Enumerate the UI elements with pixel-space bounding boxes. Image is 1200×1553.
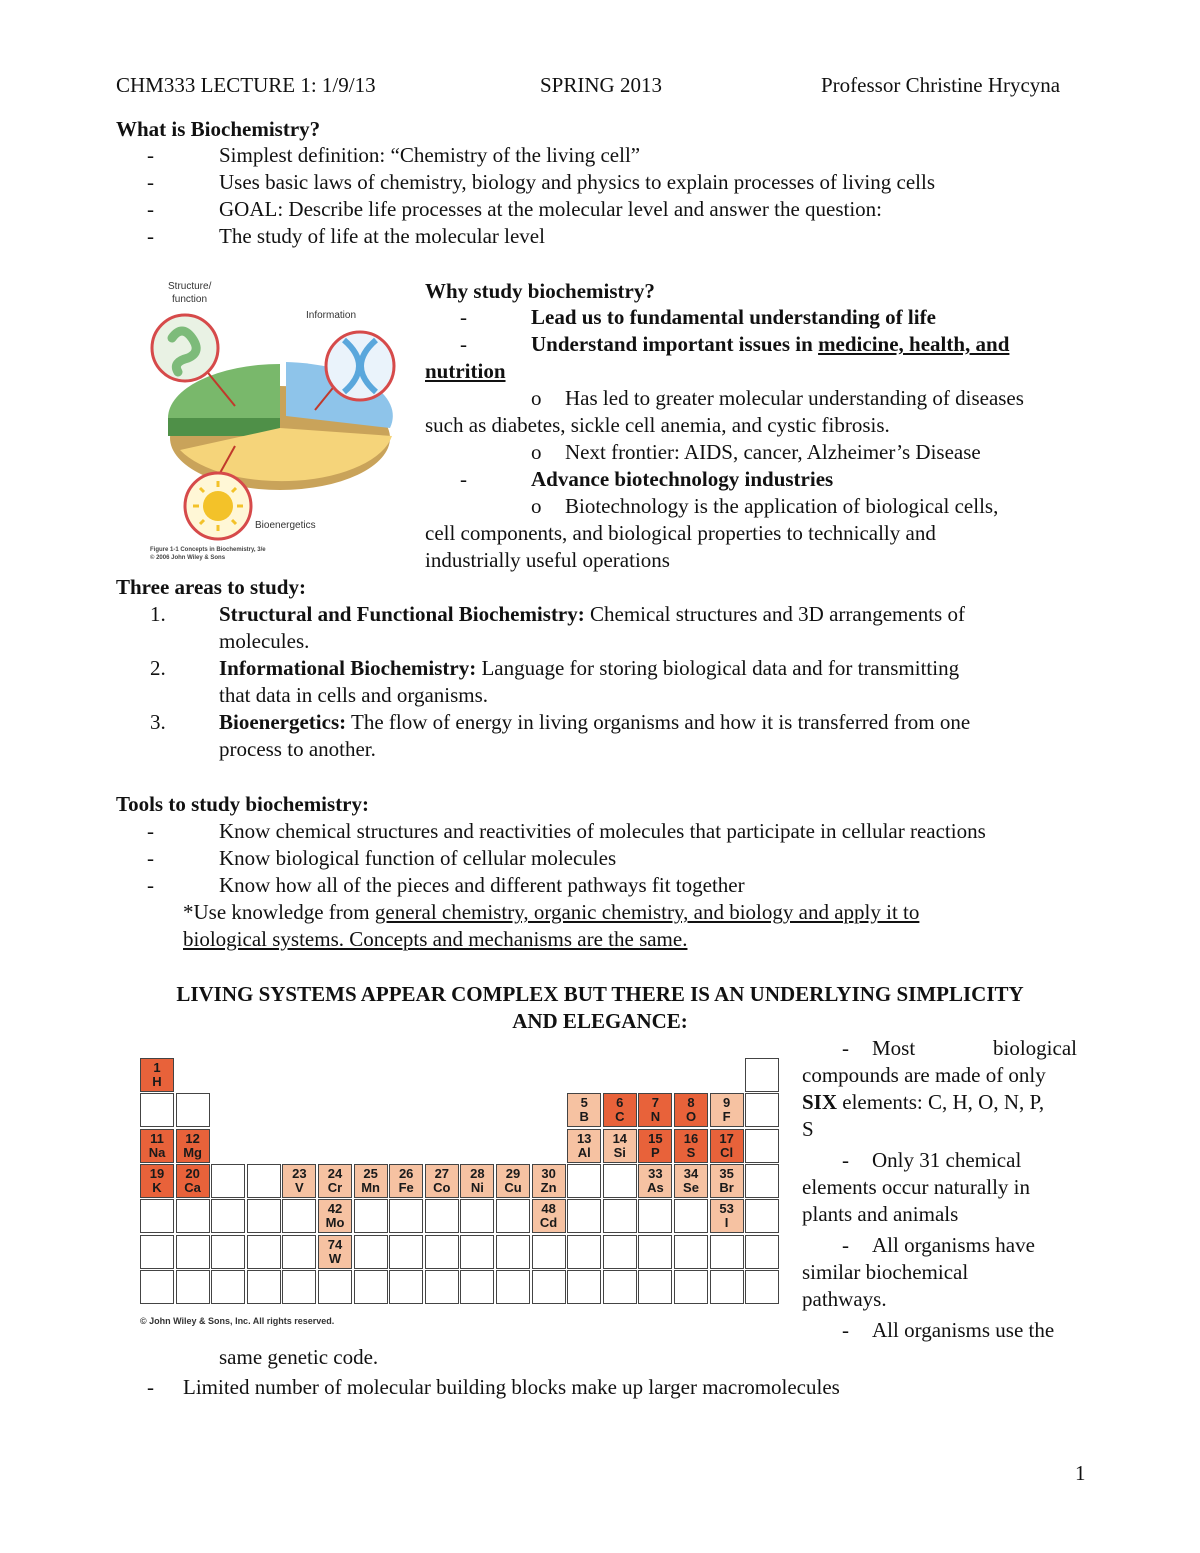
header-course: CHM333 LECTURE 1: 1/9/13 xyxy=(116,73,376,97)
list-item-continuation: that data in cells and organisms. xyxy=(219,683,489,707)
element-symbol: Si xyxy=(613,1144,626,1160)
text-span: All organisms have xyxy=(872,1233,1035,1257)
element-symbol: Cl xyxy=(720,1144,734,1160)
element-symbol: Al xyxy=(577,1144,591,1160)
periodic-table-empty-cell xyxy=(282,1235,316,1269)
text-span: similar biochemical xyxy=(802,1260,969,1284)
text-span: elements occur naturally in xyxy=(802,1175,1030,1199)
element-number: 29 xyxy=(505,1165,521,1181)
element-cell-c xyxy=(603,1093,637,1127)
element-symbol: As xyxy=(647,1179,664,1195)
periodic-table-empty-cell xyxy=(638,1270,672,1304)
periodic-table-empty-cell xyxy=(638,1235,672,1269)
bullet-dash: - xyxy=(842,1233,849,1257)
element-number: 48 xyxy=(541,1201,556,1217)
periodic-table-empty-cell xyxy=(354,1199,388,1233)
element-number: 19 xyxy=(149,1165,165,1181)
list-item: Know biological function of cellular molecules xyxy=(219,846,617,870)
element-number: 33 xyxy=(648,1165,663,1181)
element-number: 20 xyxy=(185,1165,200,1181)
periodic-table-empty-cell xyxy=(247,1270,281,1304)
periodic-table-empty-cell xyxy=(211,1235,245,1269)
text-span: All organisms use the xyxy=(872,1318,1055,1342)
element-symbol: Mo xyxy=(325,1215,345,1231)
section-why-study-title: Why study biochemistry? xyxy=(425,279,655,303)
periodic-table-empty-cell xyxy=(389,1235,423,1269)
element-number: 1 xyxy=(153,1060,161,1075)
periodic-table-empty-cell xyxy=(674,1270,708,1304)
periodic-table-empty-cell xyxy=(176,1093,210,1127)
element-cell-b xyxy=(567,1093,601,1127)
periodic-table-empty-cell xyxy=(638,1199,672,1233)
periodic-table-empty-cell xyxy=(603,1199,637,1233)
bullet-dash: - xyxy=(147,873,154,897)
element-cell-br xyxy=(710,1164,744,1198)
text-span: *Use knowledge from xyxy=(183,900,375,924)
text-span: The flow of energy in living organisms and how it is transferred from one xyxy=(346,710,971,734)
element-number: 5 xyxy=(580,1095,588,1111)
element-cell-ca xyxy=(176,1164,210,1198)
bullet-dash: - xyxy=(460,467,467,491)
element-symbol: W xyxy=(328,1250,342,1266)
periodic-table-empty-cell xyxy=(140,1199,174,1233)
element-symbol: B xyxy=(579,1109,589,1125)
periodic-table-empty-cell xyxy=(140,1270,174,1304)
element-cell-n xyxy=(638,1093,672,1127)
list-number: 3. xyxy=(150,710,166,734)
periodic-table-empty-cell xyxy=(603,1164,637,1198)
element-cell-k xyxy=(140,1164,174,1198)
list-number: 2. xyxy=(150,656,166,680)
periodic-table-empty-cell xyxy=(211,1270,245,1304)
element-symbol: Mg xyxy=(183,1144,202,1160)
element-cell-p xyxy=(638,1129,672,1163)
periodic-table-empty-cell xyxy=(460,1270,494,1304)
periodic-table-empty-cell xyxy=(460,1199,494,1233)
element-symbol: Br xyxy=(719,1179,734,1195)
bullet-dash: - xyxy=(147,224,154,248)
element-number: 17 xyxy=(719,1130,734,1146)
text-span: pathways. xyxy=(802,1287,887,1311)
periodic-table-empty-cell xyxy=(496,1199,530,1233)
element-symbol: H xyxy=(152,1074,162,1089)
list-item xyxy=(219,655,959,682)
list-item xyxy=(219,709,970,736)
element-number: 30 xyxy=(541,1165,556,1181)
periodic-table-empty-cell xyxy=(425,1199,459,1233)
bullet-circle: o xyxy=(531,440,542,464)
element-symbol: O xyxy=(685,1109,697,1125)
text-span: compounds are made of only xyxy=(802,1063,1046,1087)
bullet-dash: - xyxy=(147,846,154,870)
periodic-table-empty-cell xyxy=(745,1093,779,1127)
bullet-dash: - xyxy=(460,305,467,329)
bullet-dash: - xyxy=(842,1148,849,1172)
bullet-dash: - xyxy=(460,332,467,356)
bullet-dash: - xyxy=(147,143,154,167)
bullet-dash: - xyxy=(842,1318,849,1342)
periodic-table-empty-cell xyxy=(176,1199,210,1233)
periodic-table-empty-cell xyxy=(389,1270,423,1304)
figure-caption-2: © 2006 John Wiley & Sons xyxy=(150,555,226,561)
element-number: 16 xyxy=(683,1130,699,1146)
section-what-is-biochemistry-title: What is Biochemistry? xyxy=(116,117,321,141)
element-symbol: Ni xyxy=(470,1179,484,1195)
element-symbol: Fe xyxy=(398,1179,414,1195)
periodic-table-empty-cell xyxy=(567,1199,601,1233)
element-cell-mg xyxy=(176,1129,210,1163)
element-cell-cu xyxy=(496,1164,530,1198)
underlined-text: medicine, health, and xyxy=(818,332,1010,356)
list-item-continuation: molecules. xyxy=(219,629,310,653)
figure-label-function: function xyxy=(172,294,208,305)
element-number: 27 xyxy=(434,1165,450,1181)
element-number: 13 xyxy=(576,1130,592,1146)
periodic-table-empty-cell xyxy=(389,1199,423,1233)
periodic-table-empty-cell xyxy=(567,1235,601,1269)
figure-label-structure: Structure/ xyxy=(168,281,212,292)
element-cell-na xyxy=(140,1129,174,1163)
periodic-table-empty-cell xyxy=(496,1270,530,1304)
periodic-table-empty-cell xyxy=(425,1235,459,1269)
bold-term: Bioenergetics: xyxy=(219,710,347,734)
bullet-circle: o xyxy=(531,386,542,410)
section-living-systems-title: LIVING SYSTEMS APPEAR COMPLEX BUT THERE IS AN UNDERLYING SIMPLICITY xyxy=(176,982,1024,1006)
element-number: 9 xyxy=(722,1095,731,1111)
periodic-table-empty-cell xyxy=(603,1270,637,1304)
element-symbol: S xyxy=(686,1144,696,1160)
element-cell-si xyxy=(603,1129,637,1163)
element-number: 24 xyxy=(327,1165,343,1181)
periodic-table-empty-cell xyxy=(710,1235,744,1269)
text-span: S xyxy=(802,1117,814,1141)
element-number: 7 xyxy=(651,1095,659,1111)
bullet-dash: - xyxy=(147,819,154,843)
element-number: 14 xyxy=(612,1130,628,1146)
element-cell-cd xyxy=(532,1199,566,1233)
periodic-table-empty-cell xyxy=(710,1270,744,1304)
list-item: Lead us to fundamental understanding of life xyxy=(531,305,936,329)
bullet-dash: - xyxy=(147,170,154,194)
text-line xyxy=(802,1089,1044,1116)
note-continuation: biological systems. Concepts and mechanisms are the same. xyxy=(183,927,688,951)
note xyxy=(183,899,919,926)
sub-item: Biotechnology is the application of biological cells, xyxy=(565,494,999,518)
element-number: 28 xyxy=(470,1165,485,1181)
element-number: 6 xyxy=(616,1095,624,1111)
periodic-table-empty-cell xyxy=(247,1235,281,1269)
element-symbol: P xyxy=(651,1144,660,1160)
sub-item: Has led to greater molecular understanding of diseases xyxy=(565,386,1024,410)
list-item-continuation: process to another. xyxy=(219,737,376,761)
bold-term: Informational Biochemistry: xyxy=(219,656,477,680)
element-cell-h xyxy=(140,1058,174,1092)
bold-term: Structural and Functional Biochemistry: xyxy=(219,602,585,626)
element-symbol: F xyxy=(722,1109,731,1125)
periodic-table-empty-cell xyxy=(282,1199,316,1233)
bold-term: SIX xyxy=(802,1090,838,1114)
sub-item-continuation: cell components, and biological properties to technically and xyxy=(425,521,936,545)
element-number: 34 xyxy=(683,1165,699,1181)
list-item: The study of life at the molecular level xyxy=(219,224,545,248)
element-cell-cr xyxy=(318,1164,352,1198)
list-item: Uses basic laws of chemistry, biology and physics to explain processes of living cells xyxy=(219,170,935,194)
sub-item-continuation: industrially useful operations xyxy=(425,548,670,572)
element-symbol: C xyxy=(615,1109,625,1125)
element-symbol: Cd xyxy=(539,1215,558,1231)
element-number: 26 xyxy=(398,1165,414,1181)
element-symbol: Cr xyxy=(327,1179,343,1195)
element-number: 23 xyxy=(292,1165,307,1181)
element-cell-cl xyxy=(710,1129,744,1163)
figure-label-information: Information xyxy=(306,310,357,321)
periodic-table-empty-cell xyxy=(140,1235,174,1269)
section-three-areas-title: Three areas to study: xyxy=(116,575,306,599)
element-number: 15 xyxy=(648,1130,663,1146)
periodic-table-empty-cell xyxy=(425,1270,459,1304)
figure-caption-1: Figure 1-1 Concepts in Biochemistry, 3/e xyxy=(150,547,266,553)
figure-label-bioenergetics: Bioenergetics xyxy=(255,520,316,531)
periodic-table-empty-cell xyxy=(745,1129,779,1163)
list-item xyxy=(531,331,1009,358)
element-cell-v xyxy=(282,1164,316,1198)
periodic-table xyxy=(140,1058,782,1312)
periodic-table-empty-cell xyxy=(140,1093,174,1127)
element-cell-o xyxy=(674,1093,708,1127)
element-number: 12 xyxy=(185,1130,200,1146)
element-cell-as xyxy=(638,1164,672,1198)
element-symbol: Ca xyxy=(184,1179,201,1195)
periodic-table-empty-cell xyxy=(674,1199,708,1233)
text-span: Chemical structures and 3D arrangements of xyxy=(584,602,965,626)
element-cell-se xyxy=(674,1164,708,1198)
element-cell-w xyxy=(318,1235,352,1269)
sub-item-continuation: such as diabetes, sickle cell anemia, and cystic fibrosis. xyxy=(425,413,890,437)
periodic-table-empty-cell xyxy=(745,1164,779,1198)
periodic-table-empty-cell xyxy=(674,1235,708,1269)
periodic-table-empty-cell xyxy=(247,1164,281,1198)
bullet-circle: o xyxy=(531,494,542,518)
element-symbol: Se xyxy=(683,1179,699,1195)
element-cell-i xyxy=(710,1199,744,1233)
element-cell-al xyxy=(567,1129,601,1163)
element-symbol: I xyxy=(724,1215,729,1231)
periodic-table-empty-cell xyxy=(176,1270,210,1304)
element-cell-zn xyxy=(532,1164,566,1198)
element-symbol: K xyxy=(152,1179,162,1195)
list-item: Limited number of molecular building blocks make up larger macromolecules xyxy=(183,1375,840,1399)
text-span: same genetic code. xyxy=(219,1345,379,1369)
periodic-table-empty-cell xyxy=(603,1235,637,1269)
element-cell-fe xyxy=(389,1164,423,1198)
element-number: 8 xyxy=(687,1095,695,1111)
sub-item: Next frontier: AIDS, cancer, Alzheimer’s Disease xyxy=(565,440,981,464)
protein-icon xyxy=(152,315,218,381)
text-span: elements: C, H, O, N, P, xyxy=(837,1090,1045,1114)
element-symbol: N xyxy=(650,1109,661,1125)
element-number: 42 xyxy=(327,1201,343,1217)
element-number: 53 xyxy=(719,1201,734,1217)
header-professor: Professor Christine Hrycyna xyxy=(821,73,1061,97)
element-cell-mn xyxy=(354,1164,388,1198)
periodic-table-empty-cell xyxy=(745,1058,779,1092)
list-item: Know chemical structures and reactivities of molecules that participate in cellular reactions xyxy=(219,819,986,843)
text-span: Only 31 chemical xyxy=(872,1148,1022,1172)
periodic-table-empty-cell xyxy=(211,1164,245,1198)
element-cell-s xyxy=(674,1129,708,1163)
periodic-table-empty-cell xyxy=(745,1270,779,1304)
element-number: 25 xyxy=(363,1165,378,1181)
periodic-table-empty-cell xyxy=(567,1164,601,1198)
element-number: 74 xyxy=(327,1236,343,1252)
section-living-systems-title-2: AND ELEGANCE: xyxy=(512,1009,688,1033)
bullet-dash: - xyxy=(147,197,154,221)
element-symbol: Mn xyxy=(361,1179,380,1195)
periodic-table-empty-cell xyxy=(211,1199,245,1233)
concepts-figure xyxy=(140,278,412,563)
page-number: 1 xyxy=(1075,1461,1086,1485)
element-cell-f xyxy=(710,1093,744,1127)
list-item-continuation: nutrition xyxy=(425,359,506,383)
text-span: plants and animals xyxy=(802,1202,959,1226)
periodic-table-empty-cell xyxy=(532,1235,566,1269)
periodic-table-empty-cell xyxy=(318,1270,352,1304)
list-item xyxy=(219,601,965,628)
element-symbol: Cu xyxy=(504,1179,522,1195)
underlined-text: general chemistry, organic chemistry, and biology and apply it to xyxy=(374,900,920,924)
element-number: 11 xyxy=(150,1130,164,1146)
periodic-table-empty-cell xyxy=(176,1235,210,1269)
periodic-table-empty-cell xyxy=(567,1270,601,1304)
list-item: Advance biotechnology industries xyxy=(531,467,834,491)
text-span: Most xyxy=(872,1036,916,1060)
periodic-table-empty-cell xyxy=(745,1199,779,1233)
element-symbol: Na xyxy=(148,1144,166,1160)
text-span: Language for storing biological data and for transmitting xyxy=(476,656,960,680)
periodic-table-empty-cell xyxy=(745,1235,779,1269)
list-item: Know how all of the pieces and different pathways fit together xyxy=(219,873,745,897)
periodic-table-empty-cell xyxy=(354,1270,388,1304)
text-span: Understand important issues in xyxy=(531,332,819,356)
list-item: Simplest definition: “Chemistry of the living cell” xyxy=(219,143,641,167)
section-tools-title: Tools to study biochemistry: xyxy=(116,792,369,816)
list-number: 1. xyxy=(150,602,166,626)
element-cell-ni xyxy=(460,1164,494,1198)
element-symbol: V xyxy=(295,1179,304,1195)
periodic-table-empty-cell xyxy=(282,1270,316,1304)
element-symbol: Co xyxy=(433,1179,451,1195)
periodic-table-empty-cell xyxy=(532,1270,566,1304)
periodic-table-empty-cell xyxy=(247,1199,281,1233)
periodic-table-empty-cell xyxy=(460,1235,494,1269)
bullet-dash: - xyxy=(147,1375,154,1399)
header-term: SPRING 2013 xyxy=(540,73,662,97)
text-span: biological xyxy=(993,1036,1077,1060)
element-cell-mo xyxy=(318,1199,352,1233)
periodic-table-empty-cell xyxy=(496,1235,530,1269)
list-item: GOAL: Describe life processes at the molecular level and answer the question: xyxy=(219,197,883,221)
element-cell-co xyxy=(425,1164,459,1198)
bullet-dash: - xyxy=(842,1036,849,1060)
periodic-table-copyright: © John Wiley & Sons, Inc. All rights reserved. xyxy=(140,1316,335,1326)
element-symbol: Zn xyxy=(540,1179,557,1195)
periodic-table-empty-cell xyxy=(354,1235,388,1269)
element-number: 35 xyxy=(719,1165,734,1181)
